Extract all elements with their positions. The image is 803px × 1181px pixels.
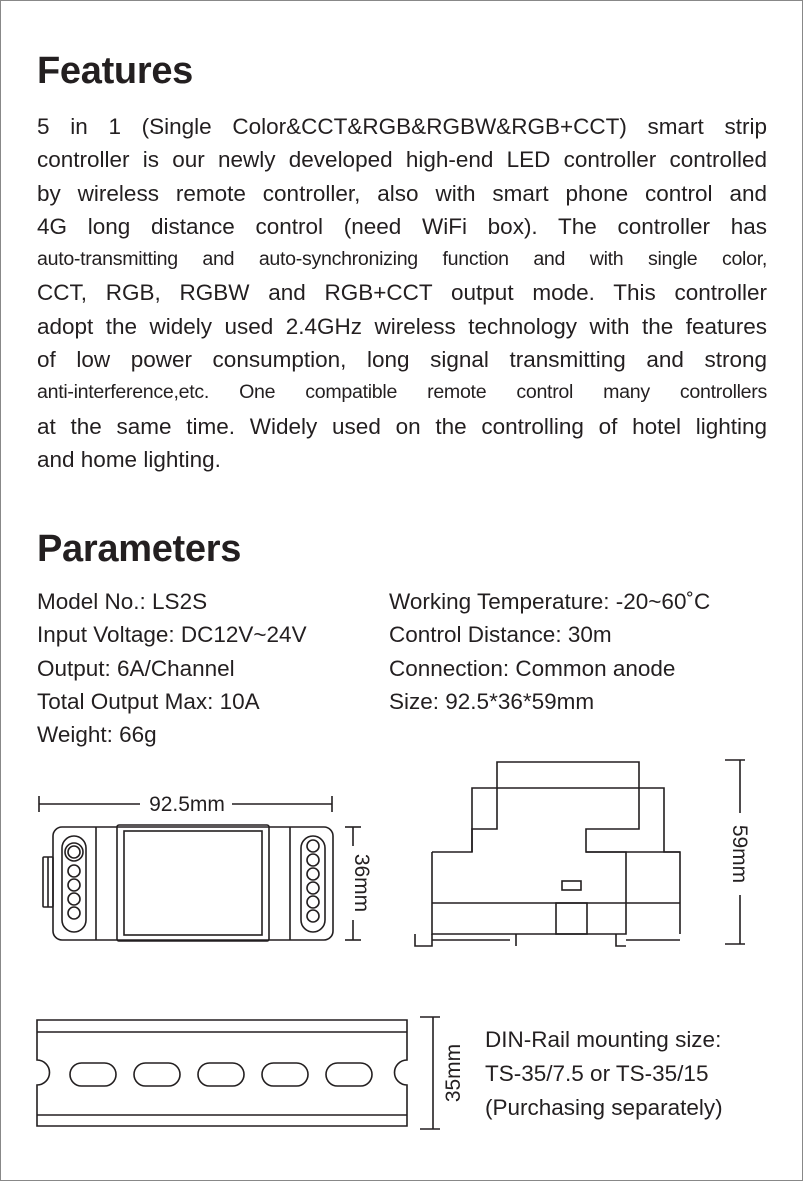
front-height-label: 36mm (350, 853, 373, 913)
din-rail-line: DIN-Rail mounting size: (485, 1027, 722, 1052)
front-width-label: 92.5mm (149, 793, 225, 816)
side-view-drawing (415, 760, 751, 946)
features-heading: Features (37, 50, 194, 92)
rail-height-label: 35mm (442, 1043, 465, 1103)
param-total-output: Total Output Max: 10A (37, 688, 260, 714)
param-weight: Weight: 66g (37, 722, 157, 748)
param-model: Model No.: LS2S (37, 589, 208, 614)
param-working-temperature: Working Temperature: -20~60˚C (389, 589, 711, 614)
features-line: 4G long distance control (need WiFi box). The controller has (37, 213, 767, 239)
din-rail-line: TS-35/7.5 or TS-35/15 (485, 1061, 709, 1086)
param-output: Output: 6A/Channel (37, 655, 235, 681)
features-line: controller is our newly developed high-end LED controller controlled (37, 147, 767, 173)
parameters-heading: Parameters (37, 528, 242, 570)
din-rail-line: (Purchasing separately) (485, 1095, 723, 1120)
features-line: anti-interference,etc. One compatible remote control many controllers (37, 381, 767, 404)
features-line: auto-transmitting and auto-synchronizing function and with single color, (37, 248, 767, 271)
param-size: Size: 92.5*36*59mm (389, 688, 595, 714)
din-rail-drawing (37, 1017, 465, 1129)
features-line: and home lighting. (37, 446, 221, 472)
param-input-voltage: Input Voltage: DC12V~24V (37, 622, 307, 648)
features-line: at the same time. Widely used on the controlling of hotel lighting (37, 413, 767, 439)
features-line: by wireless remote controller, also with smart phone control and (37, 180, 767, 206)
front-view-drawing (39, 793, 373, 941)
features-line: of low power consumption, long signal transmitting and strong (37, 347, 767, 373)
param-control-distance: Control Distance: 30m (389, 622, 612, 648)
side-height-label: 59mm (728, 824, 751, 884)
features-line: 5 in 1 (Single Color&CCT&RGB&RGBW&RGB+CCT) smart strip (37, 114, 767, 139)
features-line: CCT, RGB, RGBW and RGB+CCT output mode. This controller (37, 280, 767, 306)
features-line: adopt the widely used 2.4GHz wireless technology with the features (37, 313, 767, 339)
din-rail-note (485, 1023, 723, 1125)
param-connection: Connection: Common anode (389, 655, 676, 681)
